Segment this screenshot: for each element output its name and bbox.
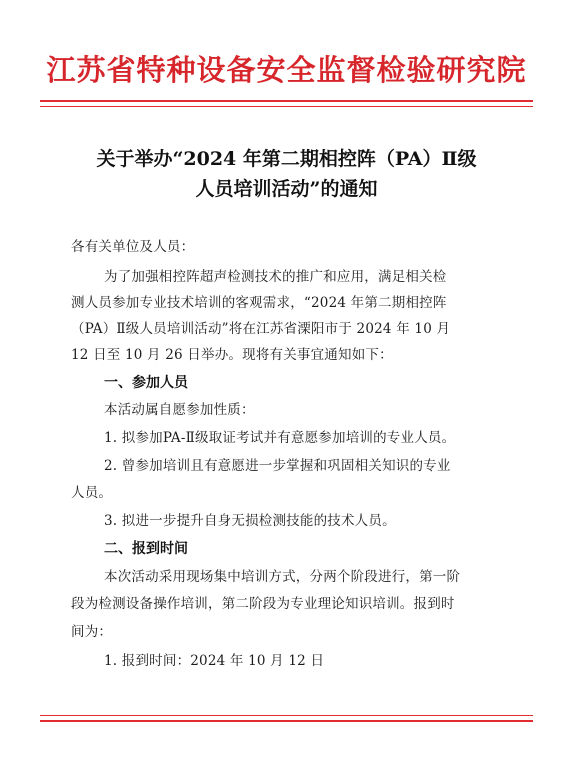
- salutation: 各有关单位及人员：: [71, 239, 195, 255]
- notice-title-line-1: 关于举办“2024 年第二期相控阵（PA）Ⅱ级: [96, 148, 477, 170]
- section-1-item-2-line-2: 人员。: [71, 485, 113, 501]
- section-1-lead: 本活动属自愿参加性质：: [104, 402, 255, 418]
- footer-rule-thin: [40, 715, 533, 716]
- section-2-para-line-3: 间为：: [71, 624, 113, 640]
- org-letterhead-title: 江苏省特种设备安全监督检验研究院: [46, 53, 527, 87]
- section-1-item-2-line-1: 2. 曾参加培训且有意愿进一步掌握和巩固相关知识的专业: [104, 458, 451, 474]
- footer-rule-thick: [40, 720, 533, 722]
- section-2-para-line-2: 段为检测设备操作培训，第二阶段为专业理论知识培训。报到时: [71, 596, 455, 612]
- section-2-heading: 二、报到时间: [104, 541, 188, 557]
- section-1-item-1: 1. 拟参加PA-Ⅱ级取证考试并有意愿参加培训的专业人员。: [104, 430, 456, 446]
- letterhead-rule-thick: [40, 100, 533, 102]
- section-2-item-1: 1. 报到时间：2024 年 10 月 12 日: [104, 653, 325, 669]
- intro-line-3: （PA）Ⅱ级人员培训活动”将在江苏省溧阳市于 2024 年 10 月: [71, 321, 451, 337]
- section-1-item-3: 3. 拟进一步提升自身无损检测技能的技术人员。: [104, 513, 396, 529]
- notice-title-line-2: 人员培训活动”的通知: [195, 178, 378, 200]
- letterhead-rule-thin: [40, 106, 533, 107]
- intro-line-2: 测人员参加专业技术培训的客观需求，“2024 年第二期相控阵: [71, 295, 447, 311]
- intro-line-1: 为了加强相控阵超声检测技术的推广和应用，满足相关检: [104, 269, 447, 285]
- section-2-para-line-1: 本次活动采用现场集中培训方式，分两个阶段进行，第一阶: [104, 569, 461, 585]
- intro-line-4: 12 日至 10 月 26 日举办。现将有关事宜通知如下：: [71, 347, 393, 363]
- section-1-heading: 一、参加人员: [104, 375, 188, 391]
